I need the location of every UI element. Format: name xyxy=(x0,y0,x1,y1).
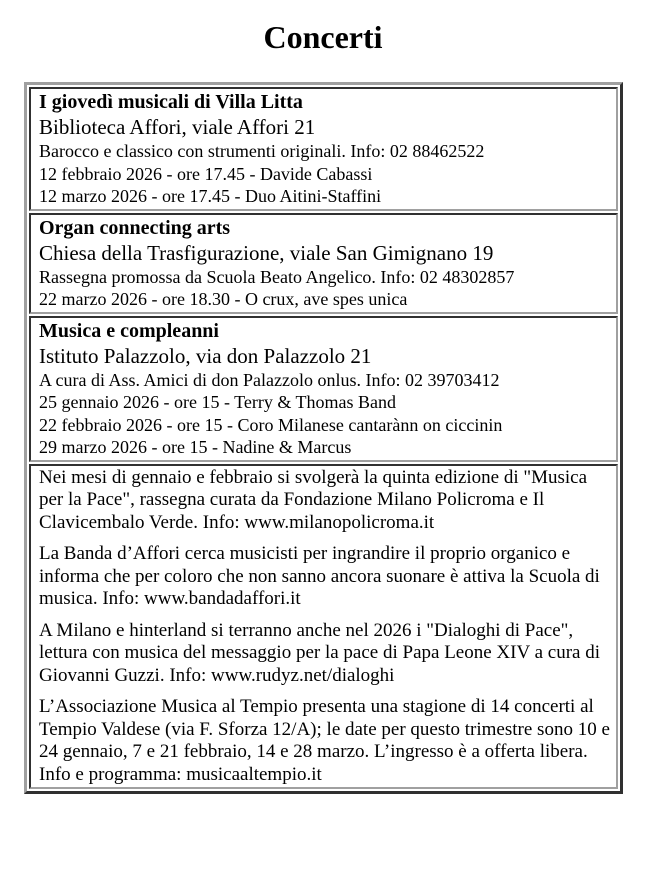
event-info: A cura di Ass. Amici di don Palazzolo onlus. Info: 02 39703412 xyxy=(39,369,500,390)
event-date: 12 marzo 2026 - ore 17.45 - Duo Aitini-Staffini xyxy=(39,186,382,206)
concerts-table xyxy=(24,82,623,794)
event-cell xyxy=(29,87,618,211)
event-row xyxy=(29,213,618,314)
event-title: Organ connecting arts xyxy=(39,216,231,239)
note-paragraph: La Banda d’Affori cerca musicisti per ingrandire il proprio organico e informa che per coloro che non sanno ancora suonare è attiva la Scuola di musica. Info: www.bandadaffori.it xyxy=(39,543,600,609)
note-paragraph: A Milano e hinterland si terranno anche nel 2026 i "Dialoghi di Pace", lettura con musica del messaggio per la pace di Papa Leone XIV a cura di Giovanni Guzzi. Info: www.rudyz.net/dialoghi xyxy=(39,619,600,686)
event-date: 22 febbraio 2026 - ore 15 - Coro Milanese cantarànn on ciccinin xyxy=(39,414,503,435)
event-date: 22 marzo 2026 - ore 18.30 - O crux, ave spes unica xyxy=(39,289,408,309)
note-paragraph: L’Associazione Musica al Tempio presenta una stagione di 14 concerti al Tempio Valdese (via F. Sforza 12/A); le date per questo trimestre sono 10 e 24 gennaio, 7 e 21 febbraio, 14 e 28 marzo. L’ingresso è a offerta libera. Info e programma: musicaaltempio.it xyxy=(39,696,610,785)
event-row xyxy=(29,316,618,462)
event-row xyxy=(29,87,618,211)
event-cell xyxy=(29,316,618,462)
page-title: Concerti xyxy=(263,19,383,55)
note-paragraph: Nei mesi di gennaio e febbraio si svolgerà la quinta edizione di "Musica per la Pace", rassegna curata da Fondazione Milano Policroma e Il Clavicembalo Verde. Info: www.milanopolicroma.it xyxy=(39,466,588,533)
event-venue: Istituto Palazzolo, via don Palazzolo 21 xyxy=(39,343,372,368)
event-venue: Biblioteca Affori, viale Affori 21 xyxy=(39,115,316,139)
event-date: 12 febbraio 2026 - ore 17.45 - Davide Cabassi xyxy=(39,163,373,184)
notes-row xyxy=(29,464,618,790)
event-venue: Chiesa della Trasfigurazione, viale San Gimignano 19 xyxy=(39,240,494,265)
event-cell xyxy=(29,213,618,314)
notes-cell xyxy=(29,464,618,790)
event-date: 29 marzo 2026 - ore 15 - Nadine & Marcus xyxy=(39,437,352,457)
event-info: Barocco e classico con strumenti originali. Info: 02 88462522 xyxy=(39,141,485,161)
event-title: Musica e compleanni xyxy=(39,319,219,342)
event-date: 25 gennaio 2026 - ore 15 - Terry & Thomas Band xyxy=(39,392,397,412)
event-title: I giovedì musicali di Villa Litta xyxy=(39,91,303,113)
event-info: Rassegna promossa da Scuola Beato Angelico. Info: 02 48302857 xyxy=(39,266,515,287)
